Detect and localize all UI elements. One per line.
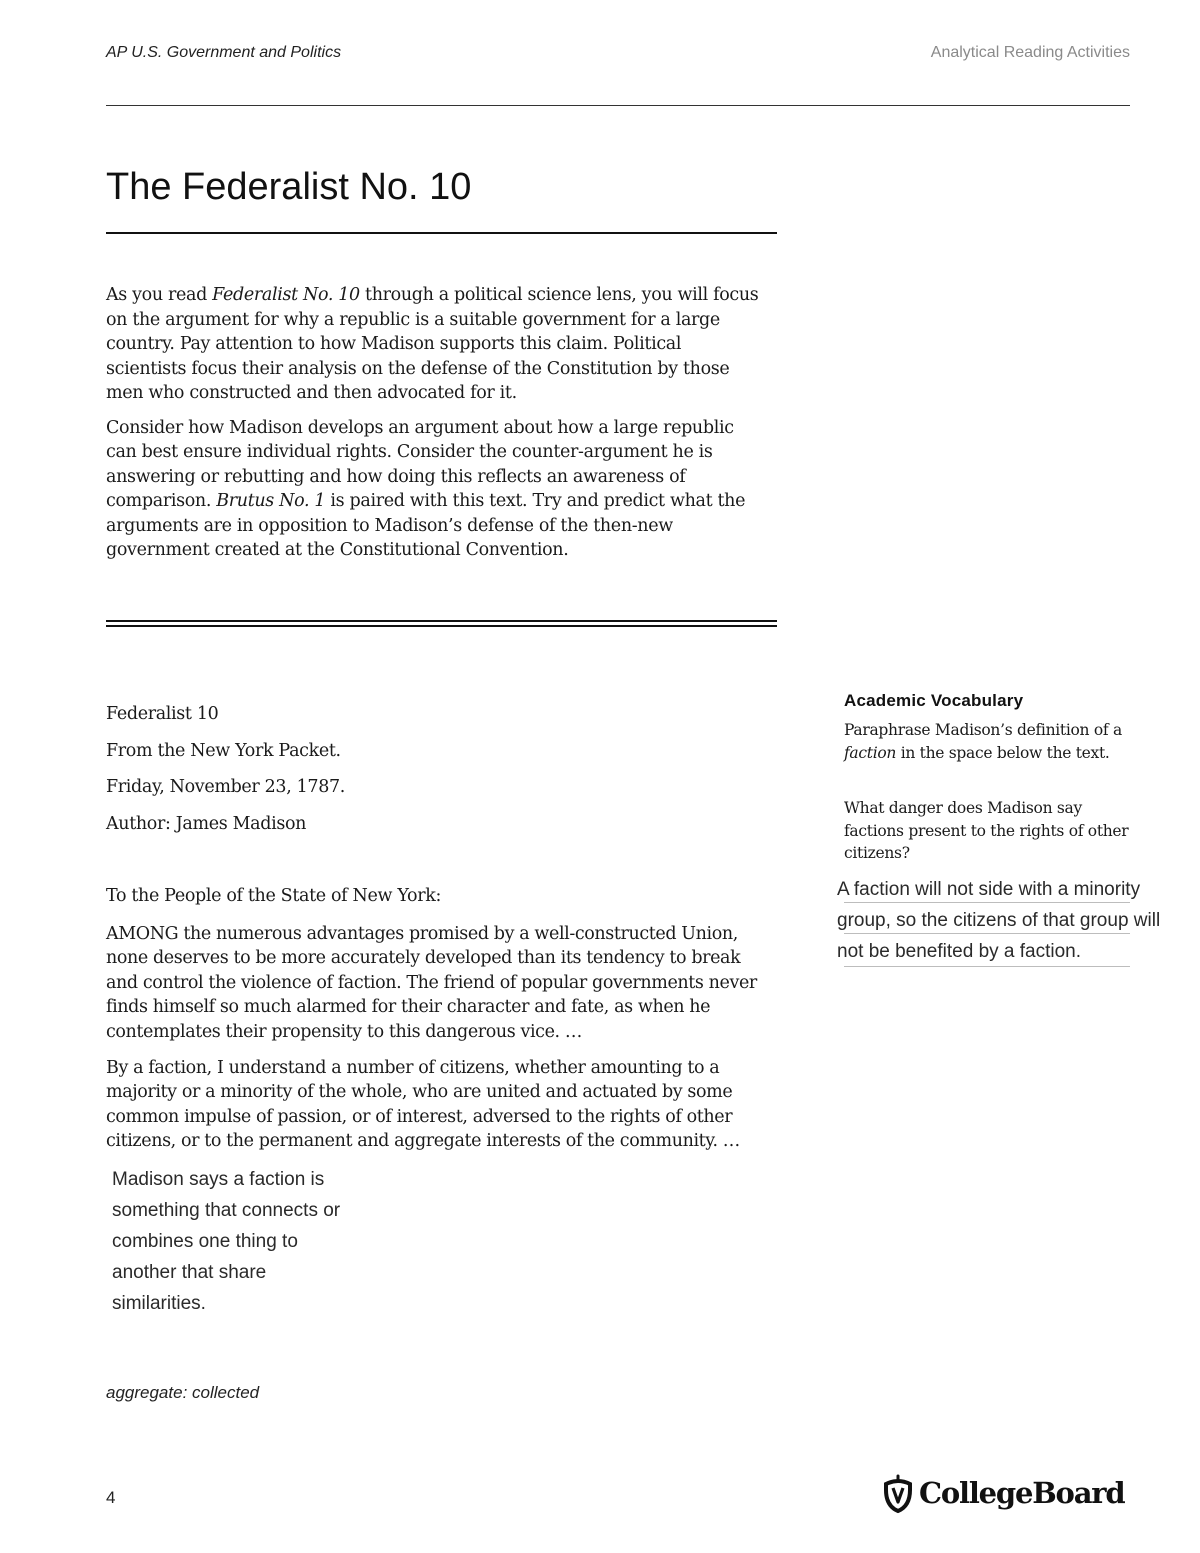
college-board-logo xyxy=(880,1468,1132,1518)
document-meta xyxy=(106,702,766,848)
body-paragraph-1: AMONG the numerous advantages promised by a well-constructed Union, none deserves to be more accurately developed than its tendency to break and control the violence of faction. The friend of popular governments never finds himself so much alarmed for their character and fate, as when he contemplates their propensity to this dangerous vice. … xyxy=(106,924,757,1042)
sidebar-title: Academic Vocabulary xyxy=(844,691,1024,710)
document-title: Federalist 10 xyxy=(106,704,219,724)
running-header-left: AP U.S. Government and Politics xyxy=(106,44,342,61)
intro-section xyxy=(106,283,766,573)
intro-paragraph-1: As you read Federalist No. 10 through a political science lens, you will focus on the argument for why a republic is a suitable government for a large country. Pay attention to how Madison supports this claim. Political scientists focus their analysis on the defense of the Constitution by those men who constructed and then advocated for it. xyxy=(106,285,759,403)
header-divider xyxy=(106,105,1130,106)
document-date: Friday, November 23, 1787. xyxy=(106,777,345,797)
salutation: To the People of the State of New York: xyxy=(106,886,442,906)
page-title: The Federalist No. 10 xyxy=(106,166,472,208)
document-body xyxy=(106,922,771,1166)
footnote: aggregate: collected xyxy=(106,1383,260,1402)
running-header-right: Analytical Reading Activities xyxy=(930,44,1130,61)
page-number: 4 xyxy=(106,1488,116,1507)
sidebar-question-2: What danger does Madison say factions present to the rights of other citizens? xyxy=(844,799,1129,862)
student-answer-faction-definition[interactable]: Madison says a faction is something that connects or combines one thing to another that share similarities. xyxy=(112,1169,341,1314)
student-answer-faction-danger[interactable]: A faction will not side with a minority group, so the citizens of that group will not be benefited by a faction. xyxy=(837,879,1161,962)
sidebar-question-1: Paraphrase Madison’s definition of a faction in the space below the text. xyxy=(844,721,1122,762)
logo-wordmark: CollegeBoard xyxy=(919,1476,1125,1510)
title-divider xyxy=(106,232,777,234)
acorn-icon xyxy=(880,1472,916,1514)
body-paragraph-2: By a faction, I understand a number of citizens, whether amounting to a majority or a minority of the whole, who are united and actuated by some common impulse of passion, or of interest, adversed to the rights of other citizens, or to the permanent and aggregate interests of the community. … xyxy=(106,1058,740,1152)
section-divider xyxy=(106,620,777,627)
document-author: Author: James Madison xyxy=(106,813,307,834)
intro-paragraph-2: Consider how Madison develops an argument about how a large republic can best ensure individual rights. Consider the counter-argument he is answering or rebutting and how doing this reflects an awareness of comparison. Brutus No. 1 is paired with this text. Try and predict what the arguments are in opposition to Madison’s defense of the then-new government created at the Constitutional Convention. xyxy=(106,417,746,560)
document-source: From the New York Packet. xyxy=(106,740,341,761)
